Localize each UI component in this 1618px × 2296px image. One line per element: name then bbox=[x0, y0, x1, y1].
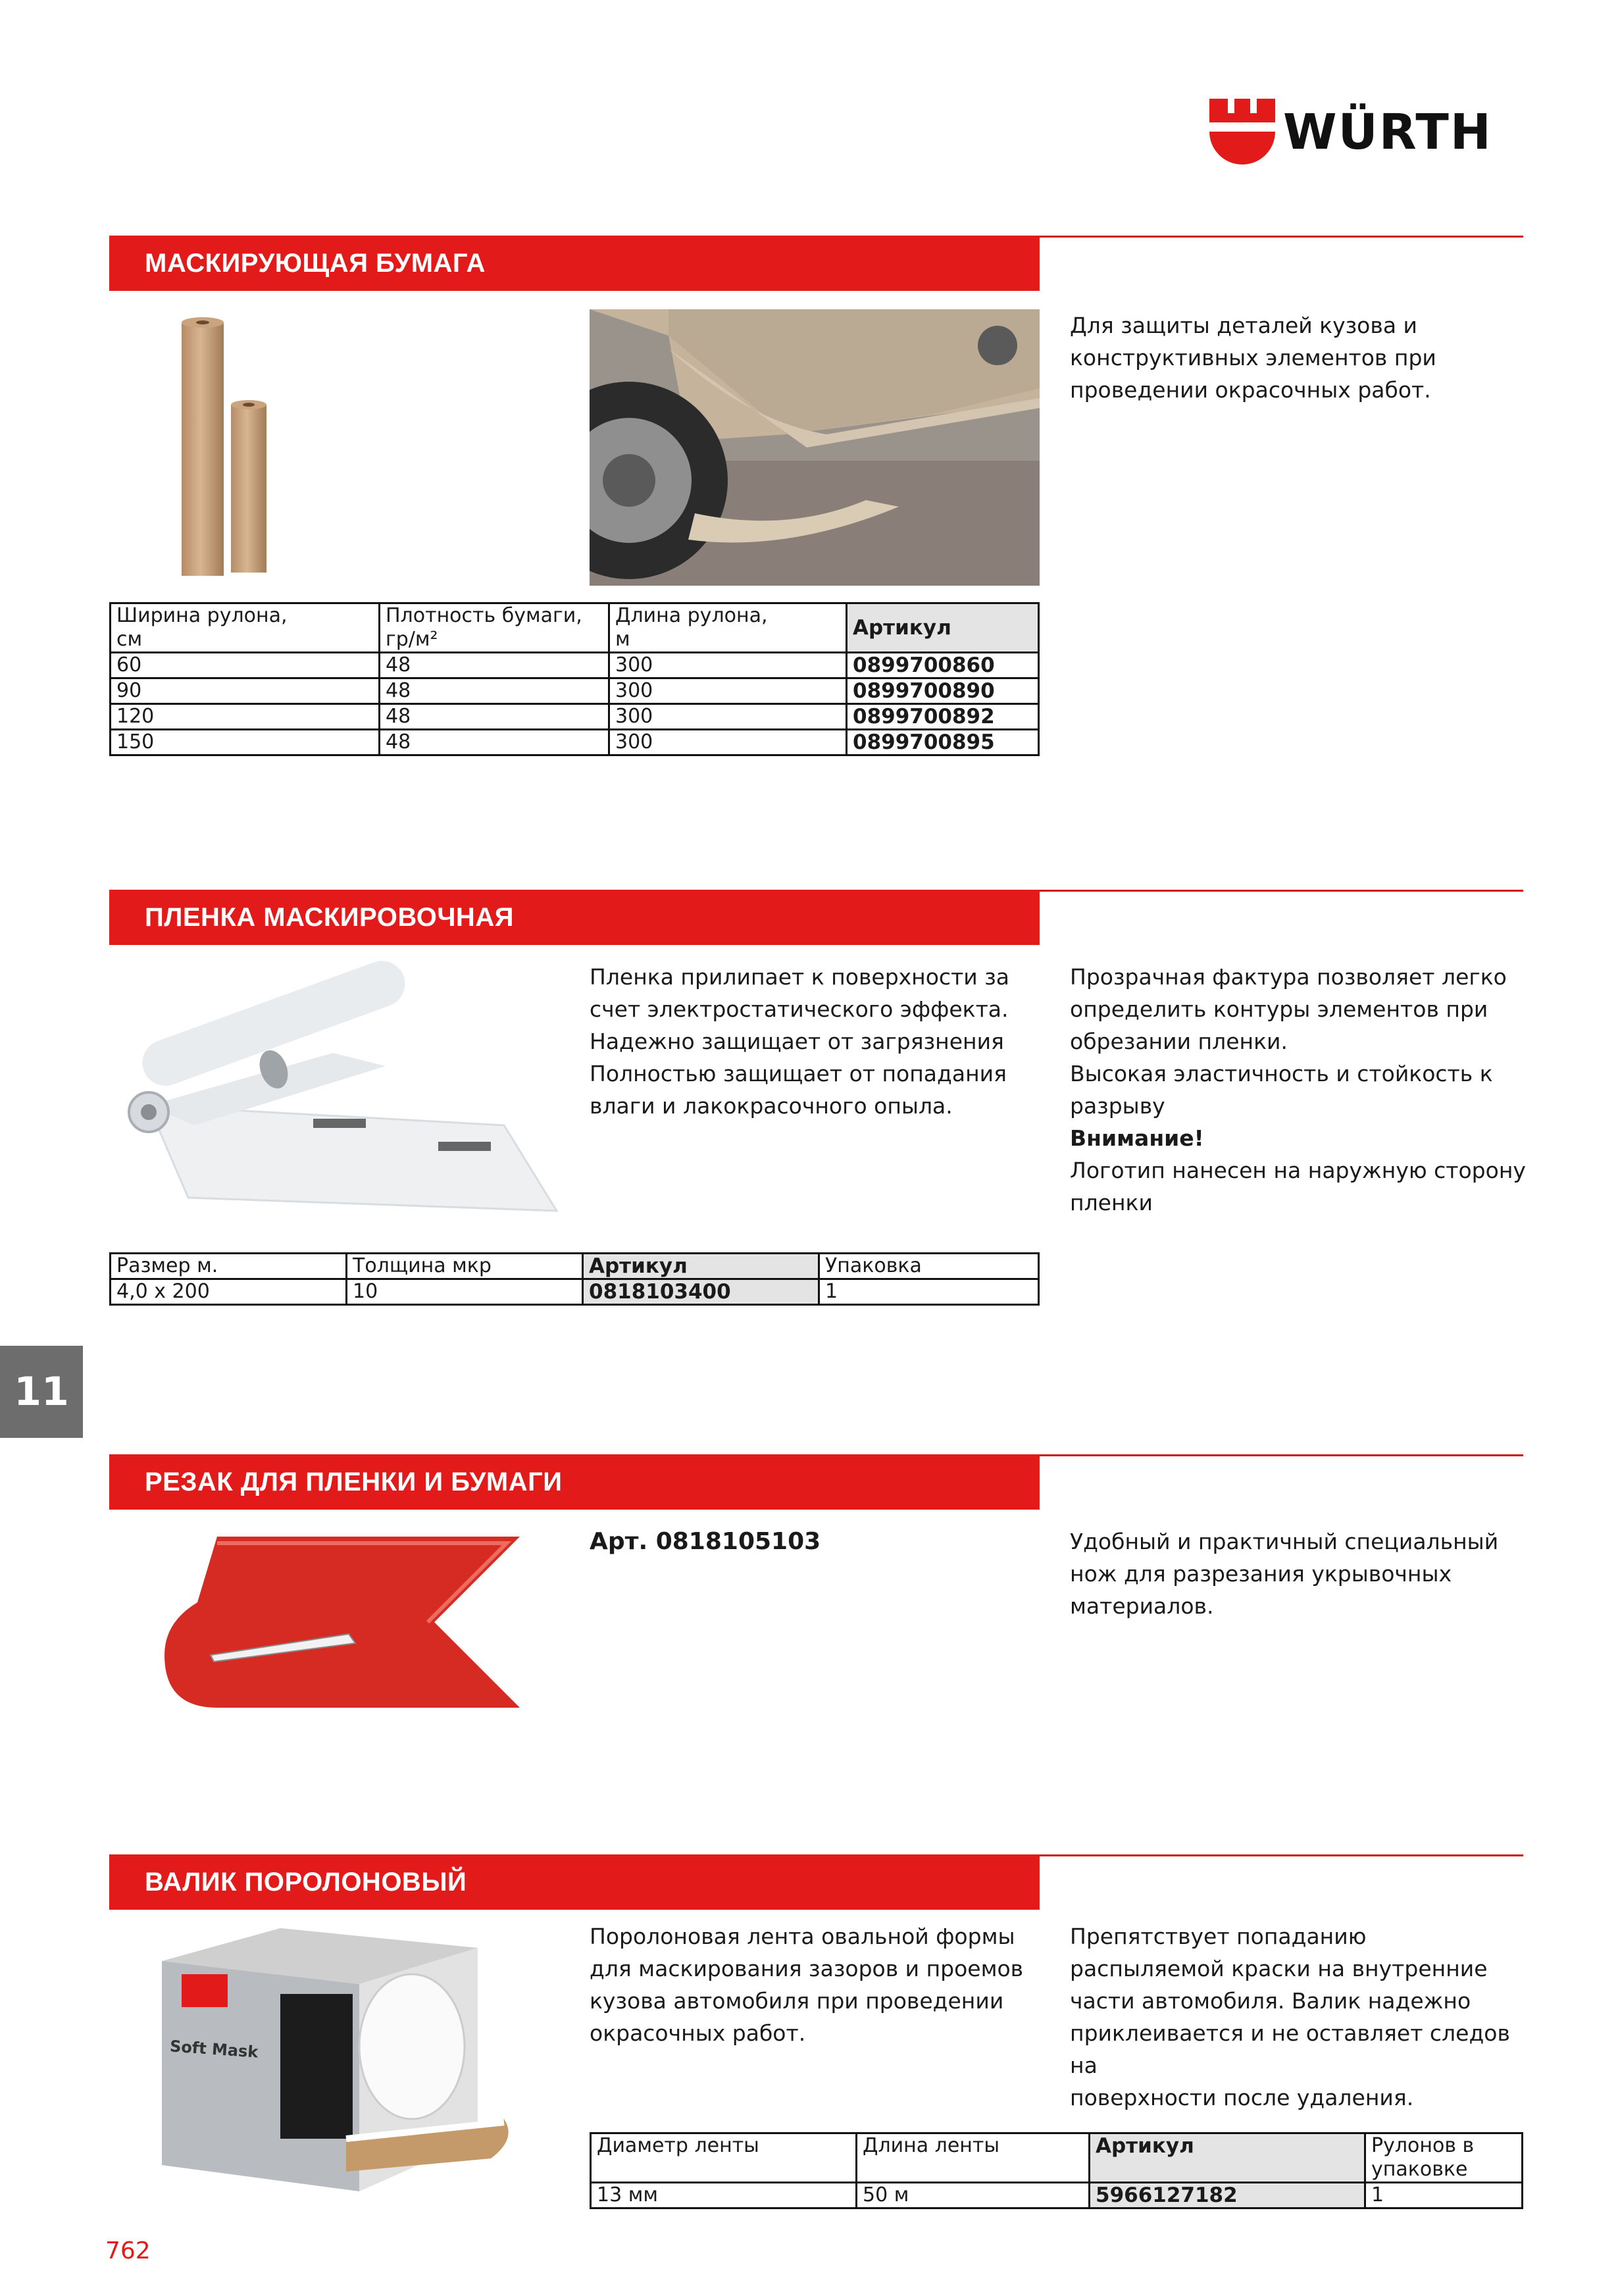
text-line: разрыву bbox=[1070, 1093, 1165, 1119]
film-text-left bbox=[590, 961, 1024, 1122]
text-line: Логотип нанесен на наружную сторону bbox=[1070, 1158, 1526, 1183]
table-cell: 50 м bbox=[857, 2183, 1090, 2208]
foam-text-left bbox=[590, 1920, 1050, 2049]
wurth-logo-mark bbox=[1209, 99, 1275, 165]
table-cell: 300 bbox=[609, 653, 847, 678]
table-header-cell: Упаковка bbox=[819, 1254, 1039, 1279]
text-line: Пленка прилипает к поверхности за bbox=[590, 964, 1010, 990]
foam-text-right bbox=[1070, 1920, 1544, 2114]
attention-label: Внимание! bbox=[1070, 1125, 1204, 1151]
text-line: Поролоновая лента овальной формы bbox=[590, 1924, 1015, 1949]
article-cell: 0818103400 bbox=[583, 1279, 819, 1305]
description-line: Удобный и практичный специальный bbox=[1070, 1529, 1499, 1554]
table-header-cell: Толщина мкр bbox=[347, 1254, 583, 1279]
description-line: конструктивных элементов при bbox=[1070, 345, 1436, 370]
section-rule bbox=[1040, 236, 1523, 238]
foam-roll-box-image bbox=[149, 1922, 517, 2198]
table-cell: 48 bbox=[380, 704, 609, 730]
table-header-cell: Артикул bbox=[1090, 2133, 1365, 2183]
text-line: поверхности после удаления. bbox=[1070, 2085, 1414, 2110]
table-cell: 13 мм bbox=[591, 2183, 857, 2208]
film-spec-table bbox=[109, 1252, 1040, 1306]
description-line: материалов. bbox=[1070, 1593, 1214, 1619]
table-cell: 60 bbox=[111, 653, 380, 678]
table-header-cell: Рулонов в упаковке bbox=[1365, 2133, 1523, 2183]
section-description bbox=[1070, 309, 1524, 406]
table-cell: 48 bbox=[380, 678, 609, 704]
table-row bbox=[591, 2183, 1523, 2208]
table-cell: 1 bbox=[819, 1279, 1039, 1305]
text-line: Надежно защищает от загрязнения bbox=[590, 1029, 1004, 1054]
film-text-right bbox=[1070, 961, 1530, 1219]
table-cell: 150 bbox=[111, 730, 380, 755]
article-cell: 0899700860 bbox=[847, 653, 1039, 678]
table-cell: 1 bbox=[1365, 2183, 1523, 2208]
paper-rolls-image bbox=[109, 309, 346, 586]
foam-spec-table bbox=[590, 2132, 1523, 2209]
paper-spec-table bbox=[109, 602, 1040, 756]
section-rule bbox=[1040, 1454, 1523, 1456]
section-title: ВАЛИК ПОРОЛОНОВЫЙ bbox=[109, 1854, 1040, 1910]
box-brand-text: Soft Mask bbox=[169, 2037, 259, 2062]
table-header-row bbox=[111, 1254, 1039, 1279]
cutter-article: Арт. 0818105103 bbox=[590, 1528, 821, 1555]
masking-film-image bbox=[109, 961, 570, 1237]
table-cell: 90 bbox=[111, 678, 380, 704]
table-row bbox=[111, 704, 1039, 730]
wurth-logo-text: WÜRTH bbox=[1283, 104, 1492, 161]
text-line: части автомобиля. Валик надежно bbox=[1070, 1988, 1471, 2014]
table-cell: 300 bbox=[609, 730, 847, 755]
wurth-logo bbox=[1209, 99, 1525, 165]
description-line: Для защиты деталей кузова и bbox=[1070, 313, 1417, 338]
table-header-row bbox=[111, 603, 1039, 653]
text-line: влаги и лакокрасочного опыла. bbox=[590, 1093, 953, 1119]
text-line: окрасочных работ. bbox=[590, 2020, 806, 2046]
description-line: нож для разрезания укрывочных bbox=[1070, 1561, 1452, 1587]
text-line: кузова автомобиля при проведении bbox=[590, 1988, 1004, 2014]
table-header-cell: Ширина рулона, см bbox=[111, 603, 380, 653]
table-header-cell: Размер м. bbox=[111, 1254, 347, 1279]
section-rule bbox=[1040, 890, 1523, 892]
table-header-row bbox=[591, 2133, 1523, 2183]
page-number: 762 bbox=[105, 2237, 151, 2264]
table-header-cell: Артикул bbox=[847, 603, 1039, 653]
article-cell: 0899700895 bbox=[847, 730, 1039, 755]
cutter-image bbox=[138, 1523, 526, 1714]
text-line: определить контуры элементов при bbox=[1070, 996, 1488, 1022]
table-header-cell: Диаметр ленты bbox=[591, 2133, 857, 2183]
table-row bbox=[111, 653, 1039, 678]
section-title: ПЛЕНКА МАСКИРОВОЧНАЯ bbox=[109, 890, 1040, 945]
table-header-cell: Длина рулона, м bbox=[609, 603, 847, 653]
table-row bbox=[111, 1279, 1039, 1305]
chapter-tab: 11 bbox=[0, 1346, 83, 1438]
text-line: для маскирования зазоров и проемов bbox=[590, 1956, 1024, 1981]
table-cell: 120 bbox=[111, 704, 380, 730]
section-title: МАСКИРУЮЩАЯ БУМАГА bbox=[109, 236, 1040, 291]
text-line: распыляемой краски на внутренние bbox=[1070, 1956, 1488, 1981]
text-line: счет электростатического эффекта. bbox=[590, 996, 1009, 1022]
car-masking-photo bbox=[590, 309, 1040, 586]
text-line: обрезании пленки. bbox=[1070, 1029, 1288, 1054]
text-line: Полностью защищает от попадания bbox=[590, 1061, 1007, 1086]
table-header-cell: Артикул bbox=[583, 1254, 819, 1279]
text-line: Высокая эластичность и стойкость к bbox=[1070, 1061, 1493, 1086]
table-cell: 48 bbox=[380, 730, 609, 755]
table-header-cell: Плотность бумаги, гр/м² bbox=[380, 603, 609, 653]
article-cell: 5966127182 bbox=[1090, 2183, 1365, 2208]
cutter-description bbox=[1070, 1525, 1524, 1622]
table-cell: 10 bbox=[347, 1279, 583, 1305]
text-line: пленки bbox=[1070, 1190, 1153, 1215]
article-cell: 0899700892 bbox=[847, 704, 1039, 730]
section-title: РЕЗАК ДЛЯ ПЛЕНКИ И БУМАГИ bbox=[109, 1454, 1040, 1510]
table-header-cell: Длина ленты bbox=[857, 2133, 1090, 2183]
text-line: приклеивается и не оставляет следов на bbox=[1070, 2020, 1510, 2078]
table-row bbox=[111, 678, 1039, 704]
section-rule bbox=[1040, 1854, 1523, 1856]
table-cell: 300 bbox=[609, 678, 847, 704]
text-line: Прозрачная фактура позволяет легко bbox=[1070, 964, 1507, 990]
text-line: Препятствует попаданию bbox=[1070, 1924, 1367, 1949]
article-cell: 0899700890 bbox=[847, 678, 1039, 704]
table-cell: 4,0 x 200 bbox=[111, 1279, 347, 1305]
table-cell: 300 bbox=[609, 704, 847, 730]
description-line: проведении окрасочных работ. bbox=[1070, 377, 1431, 403]
table-cell: 48 bbox=[380, 653, 609, 678]
table-row bbox=[111, 730, 1039, 755]
